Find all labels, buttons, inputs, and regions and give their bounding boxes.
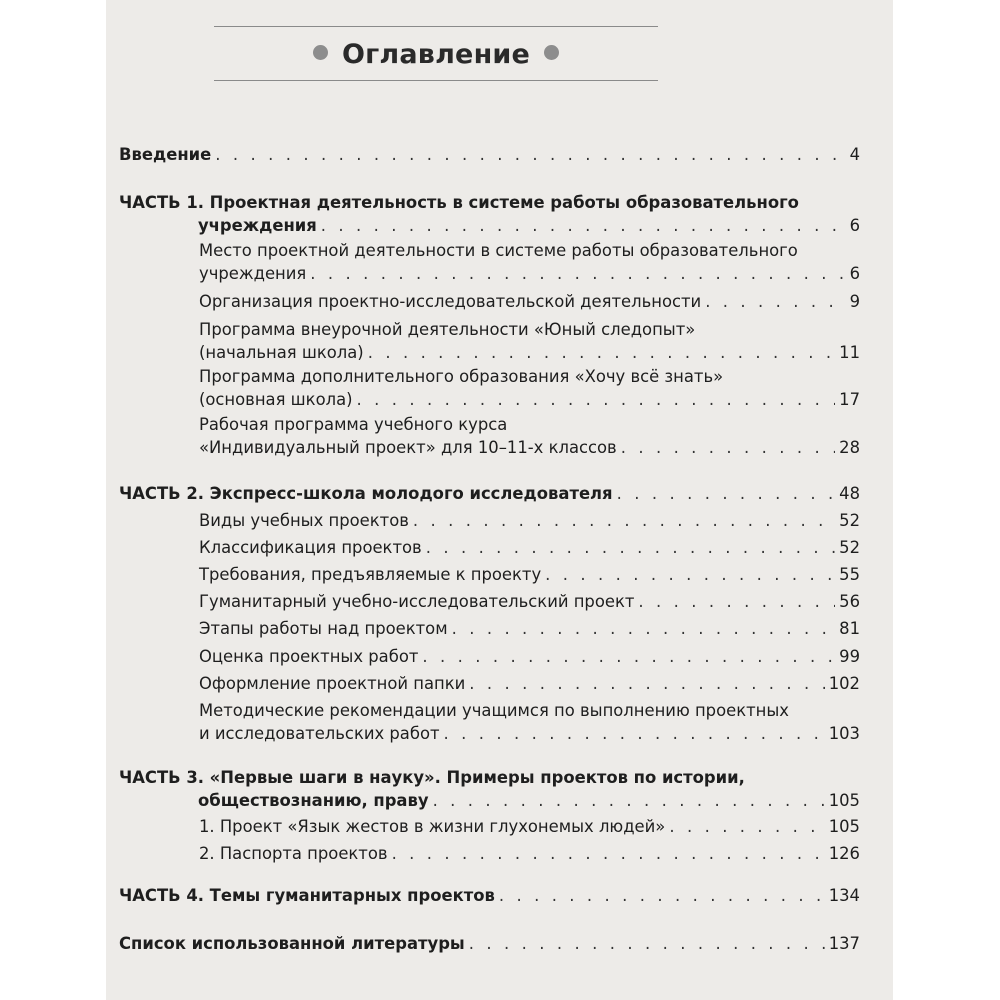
toc-page-number: 6 [849,264,860,283]
toc-entry-research-organization[interactable] [199,290,860,314]
toc-page-number: 105 [828,817,860,836]
toc-page-number: 126 [828,844,860,863]
dot-leader [638,590,835,614]
toc-entry-title: Требования, предъявляемые к проекту [199,565,542,584]
dot-leader [669,815,824,839]
toc-entry-title-cont: (начальная школа) [199,343,364,362]
toc-entry-sign-language-project[interactable] [199,815,860,839]
toc-page-number: 52 [839,511,860,530]
toc-entry-title: ЧАСТЬ 4. Темы гуманитарных проектов [119,886,495,905]
toc-entry-title: Методические рекомендации учащимся по выполнению проектных [199,701,789,720]
toc-page-number: 55 [839,565,860,584]
toc-entry-title: ЧАСТЬ 3. «Первые шаги в науку». Примеры проектов по истории, [119,768,745,787]
toc-entry-want-to-know[interactable] [199,365,860,413]
toc-entry-project-types[interactable] [199,509,860,533]
toc-entry-title: ЧАСТЬ 2. Экспресс-школа молодого исследователя [119,484,613,503]
dot-leader [444,722,825,746]
dot-leader [499,884,825,908]
dot-leader [621,436,835,460]
page-title-text: Оглавление [341,39,531,70]
toc-page-number: 17 [839,390,860,409]
toc-entry-humanitarian-project[interactable] [199,590,860,614]
toc-page-number: 99 [839,647,860,666]
toc-entry-project-passports[interactable] [199,842,860,866]
toc-entry-title: 1. Проект «Язык жестов в жизни глухонемых людей» [199,817,666,836]
dot-leader [452,617,836,641]
dot-leader [368,341,835,365]
toc-entry-young-tracker[interactable] [199,318,860,366]
dot-leader [545,563,835,587]
dot-leader [321,214,846,238]
toc-entry-evaluation[interactable] [199,645,860,669]
toc-page-number: 105 [828,791,860,810]
toc-entry-title: Оформление проектной папки [199,674,466,693]
toc-page-number: 48 [839,484,860,503]
toc-entry-recommendations[interactable] [199,699,860,747]
toc-entry-title: Список использованной литературы [119,934,465,953]
toc-entry-part-4[interactable] [119,884,860,908]
toc-entry-part-1[interactable] [119,191,860,239]
dot-leader [422,645,835,669]
toc-page-number: 9 [849,292,860,311]
toc-entry-title-cont: и исследовательских работ [199,724,440,743]
toc-entry-title: Программа внеурочной деятельности «Юный следопыт» [199,320,696,339]
toc-page-number: 52 [839,538,860,557]
toc-entry-part-2[interactable] [119,482,860,506]
toc-entry-bibliography[interactable] [119,932,860,956]
toc-entry-work-stages[interactable] [199,617,860,641]
toc-page-number: 81 [839,619,860,638]
toc-entry-project-folder[interactable] [199,672,860,696]
dot-leader [433,789,825,813]
toc-page-number: 6 [849,216,860,235]
dot-leader [215,143,845,167]
toc-page-number: 134 [828,886,860,905]
toc-entry-title-cont: учреждения [199,264,307,283]
toc-entry-title-cont: обществознанию, праву [198,791,429,810]
toc-page-number: 4 [849,145,860,164]
dot-leader [310,262,845,286]
toc-page-number: 28 [839,438,860,457]
toc-entry-title: 2. Паспорта проектов [199,844,388,863]
toc-page-number: 137 [828,934,860,953]
toc-entry-title: Организация проектно-исследовательской деятельности [199,292,702,311]
toc-entry-title: Классификация проектов [199,538,422,557]
dot-leader [426,536,835,560]
toc-entry-title: Этапы работы над проектом [199,619,448,638]
dot-leader [705,290,845,314]
dot-leader [413,509,835,533]
toc-page-number: 11 [839,343,860,362]
toc-entry-title: Гуманитарный учебно-исследовательский проект [199,592,635,611]
dot-leader [469,932,825,956]
toc-entry-title: Введение [119,145,212,164]
toc-entry-title-cont: учреждения [198,216,317,235]
toc-entry-classification[interactable] [199,536,860,560]
toc-entry-introduction[interactable] [119,143,860,167]
toc-page-number: 102 [828,674,860,693]
toc-entry-title: Место проектной деятельности в системе работы образовательного [199,241,798,260]
toc-entry-title: ЧАСТЬ 1. Проектная деятельность в системе работы образовательного [119,193,799,212]
toc-entry-part-3[interactable] [119,766,860,814]
toc-page-number: 56 [839,592,860,611]
toc-entry-title: Виды учебных проектов [199,511,409,530]
toc-entry-requirements[interactable] [199,563,860,587]
toc-page-number: 103 [828,724,860,743]
toc-entry-project-place[interactable] [199,239,860,287]
dot-leader [469,672,824,696]
dot-leader [392,842,825,866]
toc-entry-title: Программа дополнительного образования «Хочу всё знать» [199,367,724,386]
dot-leader [617,482,836,506]
dot-leader [357,388,836,412]
toc-entry-title: Оценка проектных работ [199,647,419,666]
toc-entry-title-cont: «Индивидуальный проект» для 10–11-х классов [199,438,617,457]
toc-entry-title: Рабочая программа учебного курса [199,415,508,434]
toc-entry-individual-project[interactable] [199,413,860,461]
toc-entry-title-cont: (основная школа) [199,390,353,409]
